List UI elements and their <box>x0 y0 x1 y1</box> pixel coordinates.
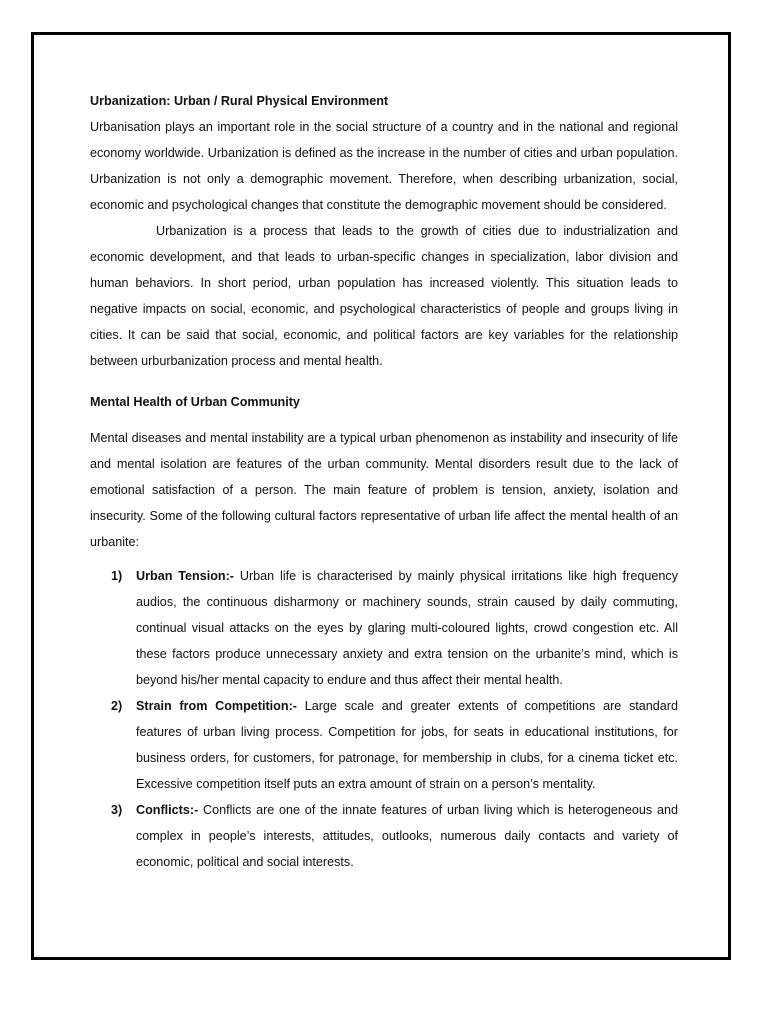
list-term: Strain from Competition:- <box>136 699 297 713</box>
document-body <box>90 88 678 875</box>
list-text: Urban life is characterised by mainly physical irritations like high frequency audios, the continuous disharmony or machinery sounds, strain caused by daily commuting, continual visual attacks on the eyes by glaring multi-coloured lights, crowd congestion etc. All these factors produce unnecessary anxiety and extra tension on the urbanite’s mind, which is beyond his/her mental capacity to endure and thus affect their mental health. <box>136 569 678 687</box>
list-number: 2) <box>111 699 123 713</box>
list-term: Urban Tension:- <box>136 569 234 583</box>
list-text: Conflicts are one of the innate features of urban living which is heterogeneous and complex in people’s interests, attitudes, outlooks, numerous daily contacts and variety of economic, political and social interests. <box>136 803 678 869</box>
urbanization-paragraph-2: Urbanization is a process that leads to the growth of cities due to industrialization and economic development, and that leads to urban-specific changes in specialization, labor division and human behaviors. In short period, urban population has increased violently. This situation leads to negative impacts on social, economic, and psychological characteristics of people and groups living in cities. It can be said that social, economic, and political factors are key variables for the relationship between urburbanization process and mental health. <box>90 224 678 368</box>
list-item-conflicts <box>90 797 678 875</box>
list-text: Large scale and greater extents of competitions are standard features of urban living process. Competition for jobs, for seats in educational institutions, for business orders, for customers, for patronage, for membership in clubs, for a cinema ticket etc. Excessive competition itself puts an extra amount of strain on a person’s mentality. <box>136 699 678 791</box>
list-number: 3) <box>111 803 123 817</box>
list-number: 1) <box>111 569 123 583</box>
mental-health-paragraph: Mental diseases and mental instability are a typical urban phenomenon as instability and insecurity of life and mental isolation are features of the urban community. Mental disorders result due to the lack of emotional satisfaction of a person. The main feature of problem is tension, anxiety, isolation and insecurity. Some of the following cultural factors representative of urban life affect the mental health of an urbanite: <box>90 431 678 549</box>
section-heading-mental-health: Mental Health of Urban Community <box>90 395 300 409</box>
urbanization-paragraph-1: Urbanisation plays an important role in the social structure of a country and in the national and regional economy worldwide. Urbanization is defined as the increase in the number of cities and urban population. Urbanization is not only a demographic movement. Therefore, when describing urbanization, social, economic and psychological changes that constitute the demographic movement should be considered. <box>90 120 678 212</box>
list-term: Conflicts:- <box>136 803 199 817</box>
list-item-strain-from-competition <box>90 693 678 797</box>
section-heading-urbanization: Urbanization: Urban / Rural Physical Environment <box>90 94 389 108</box>
list-item-urban-tension <box>90 563 678 693</box>
cultural-factors-list <box>90 563 678 875</box>
